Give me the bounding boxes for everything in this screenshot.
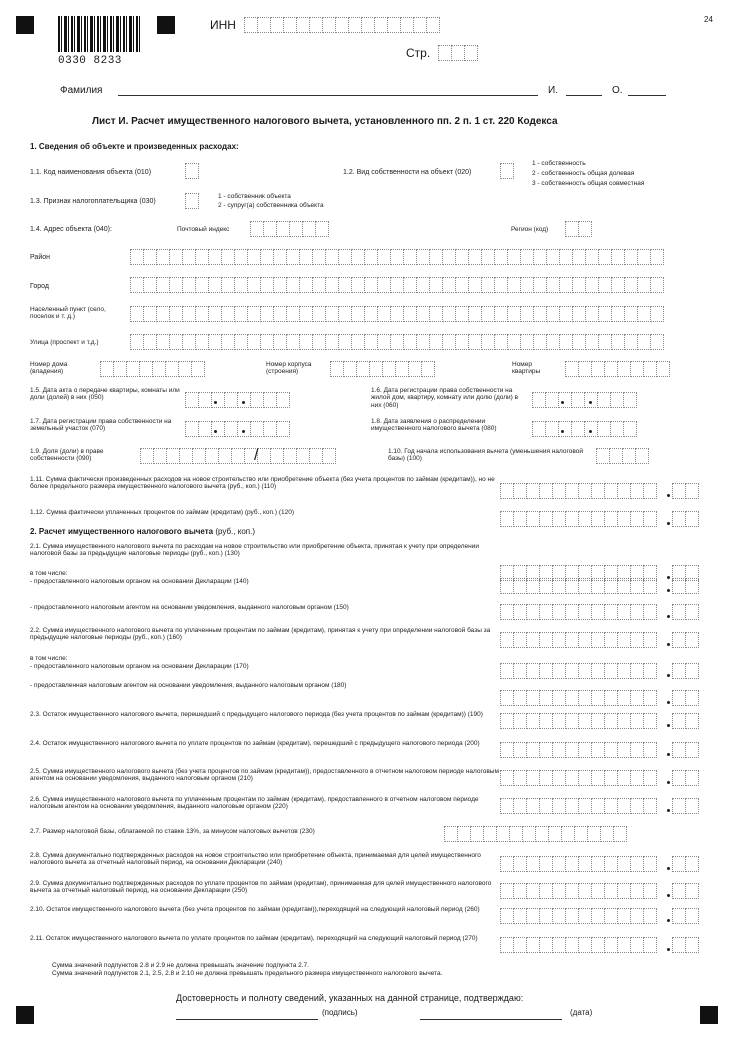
amount-170-kop[interactable] <box>672 663 698 679</box>
r170: - предоставленного налоговым органом на основании Декларации (170) <box>30 663 249 670</box>
initial-i-line[interactable] <box>566 95 602 96</box>
postal-label: Почтовый индекс <box>177 226 230 233</box>
amount-260-rub[interactable] <box>500 908 656 924</box>
amount-250-decimal-point <box>667 894 670 897</box>
initial-o-line[interactable] <box>628 95 666 96</box>
corner-marker-bottom-left <box>16 1006 34 1024</box>
amount-240-decimal-point <box>667 867 670 870</box>
r130: 2.1. Сумма имущественного налогового вычета по расходам на новое строительство или приобретение объекта, принятая к учету при определении налоговой базы за предыдущие налоговые периоды (руб., коп.) (130) <box>30 543 479 558</box>
date-sep-0-a <box>214 401 217 404</box>
signature-line[interactable] <box>176 1019 318 1020</box>
l110-cells[interactable] <box>596 448 648 464</box>
surname-line[interactable] <box>118 95 538 96</box>
amount-110-rub[interactable] <box>500 483 656 499</box>
amount-220-kop[interactable] <box>672 798 698 814</box>
r240: 2.8. Сумма документально подтвержденных расходов на новое строительство или приобретение объекта, принимаемая для целей имущественного налогового вычета за отчетный налоговый период, на основании Декларации (240) <box>30 852 481 867</box>
region-label: Регион (код) <box>511 226 549 233</box>
own-3: 3 - собственность общая совместная <box>532 180 645 187</box>
amount-140-decimal-point <box>667 589 670 592</box>
dom-label: Номер дома (владения) <box>30 361 68 376</box>
l17: 1.7. Дата регистрации права собственности на земельный участок (070) <box>30 418 172 433</box>
date-caption: (дата) <box>570 1008 593 1017</box>
page-number: 24 <box>704 15 713 24</box>
r230: 2.7. Размер налоговой базы, облагаемой по ставке 13%, за минусом налоговых вычетов (230) <box>30 828 315 835</box>
amount-190-decimal-point <box>667 724 670 727</box>
r140: - предоставленного налоговым органом на основании Декларации (140) <box>30 578 249 585</box>
l111: 1.11. Сумма фактически произведенных расходов на новое строительство или приобретение объекта (без учета процентов по займам (кредитам)), но не более предельного размера имущественного налогового вычета (руб., коп.) (110) <box>30 476 495 491</box>
amount-130-decimal-point <box>667 576 670 579</box>
amount-140-rub[interactable] <box>500 578 656 594</box>
amount-240-rub[interactable] <box>500 856 656 872</box>
amount-180-decimal-point <box>667 701 670 704</box>
amount-270-rub[interactable] <box>500 937 656 953</box>
amount-170-decimal-point <box>667 674 670 677</box>
date-sep-2-b <box>242 430 245 433</box>
amount-150-rub[interactable] <box>500 604 656 620</box>
l15-cells[interactable] <box>185 392 289 408</box>
raion-label: Район <box>30 254 50 261</box>
amount-160-kop[interactable] <box>672 632 698 648</box>
incl-2: в том числе: <box>30 655 68 662</box>
date-sep-1-a <box>561 401 564 404</box>
ulica-cells[interactable] <box>130 334 663 350</box>
l110: 1.10. Год начала использования вычета (уменьшения налоговой базы) (100) <box>388 448 583 463</box>
l18-cells[interactable] <box>532 421 636 437</box>
amount-120-kop[interactable] <box>672 511 698 527</box>
l11: 1.1. Код наименования объекта (010) <box>30 169 152 176</box>
amount-120-rub[interactable] <box>500 511 656 527</box>
amount-270-kop[interactable] <box>672 937 698 953</box>
date-sep-1-b <box>589 401 592 404</box>
date-sep-2-a <box>214 430 217 433</box>
np-label: Населенный пункт (село, поселок и т. д.) <box>30 306 106 321</box>
amount-150-kop[interactable] <box>672 604 698 620</box>
amount-150-decimal-point <box>667 615 670 618</box>
l16: 1.6. Дата регистрации права собственности на жилой дом, квартиру, комнату или долю (доли) в них (060) <box>371 387 519 409</box>
region-cells[interactable] <box>565 221 591 237</box>
date-sep-3-a <box>561 430 564 433</box>
r150: - предоставленного налоговым агентом на основании уведомления, выданного налоговым органом (150) <box>30 604 349 611</box>
section2-heading <box>30 528 255 537</box>
kv-label: Номер квартиры <box>512 361 541 376</box>
amount-210-decimal-point <box>667 781 670 784</box>
date-sep-3-b <box>589 430 592 433</box>
amount-210-rub[interactable] <box>500 770 656 786</box>
sheet-title: Лист И. Расчет имущественного налогового вычета, установленного пп. 2 п. 1 ст. 220 Кодекса <box>92 116 558 127</box>
share-fraction-slash: / <box>254 447 259 464</box>
surname-label: Фамилия <box>60 85 103 96</box>
dom-cells[interactable] <box>100 361 204 377</box>
note-1: Сумма значений подпунктов 2.8 и 2.9 не должна превышать значение подпункта 2.7. <box>52 962 309 969</box>
amount-200-kop[interactable] <box>672 742 698 758</box>
barcode-number: 0330 8233 <box>58 55 122 67</box>
amount-140-kop[interactable] <box>672 578 698 594</box>
np-cells[interactable] <box>130 306 663 322</box>
amount-200-rub[interactable] <box>500 742 656 758</box>
page-label: Стр. <box>406 46 431 60</box>
l112: 1.12. Сумма фактически уплаченных процентов по займам (кредитам) (руб., коп.) (120) <box>30 509 295 516</box>
korpus-label: Номер корпуса (строения) <box>266 361 312 376</box>
section2-title: 2. Расчет имущественного налогового вычета <box>30 527 214 536</box>
l18: 1.8. Дата заявления о распределении имущественного налогового вычета (080) <box>371 418 497 433</box>
l12: 1.2. Вид собственности на объект (020) <box>343 169 472 176</box>
korpus-cells[interactable] <box>330 361 434 377</box>
signature-caption: (подпись) <box>322 1008 358 1017</box>
own-1: 1 - собственность <box>532 160 586 167</box>
own-2: 2 - собственность общая долевая <box>532 170 635 177</box>
amount-110-kop[interactable] <box>672 483 698 499</box>
gorod-label: Город <box>30 283 49 290</box>
amount-270-decimal-point <box>667 948 670 951</box>
r210: 2.5. Сумма имущественного налогового вычета (без учета процентов по займам (кредитам)), предоставленного в отчетном налоговом периоде налоговым агентом на основании уведомления, выданного налоговым органом (210) <box>30 768 499 783</box>
incl-1: в том числе: <box>30 570 68 577</box>
kv-cells[interactable] <box>565 361 669 377</box>
amount-250-kop[interactable] <box>672 883 698 899</box>
date-sep-0-b <box>242 401 245 404</box>
initial-o-label: О. <box>612 85 623 96</box>
amount-180-kop[interactable] <box>672 690 698 706</box>
l17-cells[interactable] <box>185 421 289 437</box>
amount-260-kop[interactable] <box>672 908 698 924</box>
r260: 2.10. Остаток имущественного налогового вычета (без учета процентов по займам (кредитам)),переходящий на следующий налоговый период (260) <box>30 906 480 913</box>
l19: 1.9. Доля (доли) в праве собственности (090) <box>30 448 104 463</box>
r190: 2.3. Остаток имущественного налогового вычета, перешедший с предыдущего налогового периода (без учета процентов по займам (кредитам)) (190) <box>30 711 483 718</box>
amount-110-decimal-point <box>667 494 670 497</box>
l15: 1.5. Дата акта о передаче квартиры, комнаты или доли (долей) в них (050) <box>30 387 180 402</box>
amount-230[interactable] <box>444 826 626 842</box>
ulica-label: Улица (проспект и т.д.) <box>30 339 99 346</box>
amount-260-decimal-point <box>667 919 670 922</box>
note-2: Сумма значений подпунктов 2.1, 2.5, 2.8 и 2.10 не должна превышать предельного размера имущественного налогового вычета. <box>52 970 443 977</box>
l12-cells[interactable] <box>500 163 513 179</box>
inn-cells[interactable] <box>244 17 439 33</box>
initial-i-label: И. <box>548 85 558 96</box>
r180: - предоставленная налоговым агентом на основании уведомления, выданного налоговым органом (180) <box>30 682 347 689</box>
section2-units: (руб., коп.) <box>213 527 255 536</box>
amount-190-rub[interactable] <box>500 713 656 729</box>
amount-180-rub[interactable] <box>500 690 656 706</box>
tp-1: 1 - собственник объекта <box>218 193 291 200</box>
r160: 2.2. Сумма имущественного налогового вычета по уплаченным процентам по займам (кредитам), принятая к учету при определении налоговой базы за предыдущие налоговые периоды (руб., коп.) (160) <box>30 627 491 642</box>
amount-160-rub[interactable] <box>500 632 656 648</box>
amount-170-rub[interactable] <box>500 663 656 679</box>
amount-210-kop[interactable] <box>672 770 698 786</box>
amount-200-decimal-point <box>667 753 670 756</box>
l13: 1.3. Признак налогоплательщика (030) <box>30 198 156 205</box>
inn-label: ИНН <box>210 18 236 32</box>
barcode <box>58 16 140 52</box>
r250: 2.9. Сумма документально подтвержденных расходов по уплате процентов по займам (кредитам), принимаемая для целей имущественного налогового вычета за отчетный налоговый период, на основании Декларации (250) <box>30 880 492 895</box>
l11-cells[interactable] <box>185 163 198 179</box>
r200: 2.4. Остаток имущественного налогового вычета по уплате процентов по займам (кредитам), перешедший с предыдущего налогового периода (200) <box>30 740 480 747</box>
date-line[interactable] <box>420 1019 562 1020</box>
amount-240-kop[interactable] <box>672 856 698 872</box>
raion-cells[interactable] <box>130 249 663 265</box>
amount-190-kop[interactable] <box>672 713 698 729</box>
l16-cells[interactable] <box>532 392 636 408</box>
postal-cells[interactable] <box>250 221 328 237</box>
gorod-cells[interactable] <box>130 277 663 293</box>
amount-250-rub[interactable] <box>500 883 656 899</box>
page-cells[interactable] <box>438 45 477 61</box>
amount-220-rub[interactable] <box>500 798 656 814</box>
r270: 2.11. Остаток имущественного налогового вычета по уплате процентов по займам (кредитам), переходящий на следующий налоговый период (270) <box>30 935 478 942</box>
corner-marker-top-mid <box>157 16 175 34</box>
amount-160-decimal-point <box>667 643 670 646</box>
r220: 2.6. Сумма имущественного налогового вычета по уплаченным процентам по займам (кредитам), предоставленного в отчетном налоговом периоде налоговым агентом на основании уведомления, выданного налоговым органом (220) <box>30 796 479 811</box>
corner-marker-bottom-right <box>700 1006 718 1024</box>
amount-120-decimal-point <box>667 522 670 525</box>
confirm-text: Достоверность и полноту сведений, указанных на данной странице, подтверждаю: <box>176 993 524 1003</box>
amount-220-decimal-point <box>667 809 670 812</box>
corner-marker-top-left <box>16 16 34 34</box>
l14: 1.4. Адрес объекта (040): <box>30 226 112 233</box>
l13-cells[interactable] <box>185 193 198 209</box>
section1-heading: 1. Сведения об объекте и произведенных расходах: <box>30 142 239 151</box>
l19-cells[interactable] <box>140 448 335 464</box>
tp-2: 2 - супруг(а) собственника объекта <box>218 202 324 209</box>
